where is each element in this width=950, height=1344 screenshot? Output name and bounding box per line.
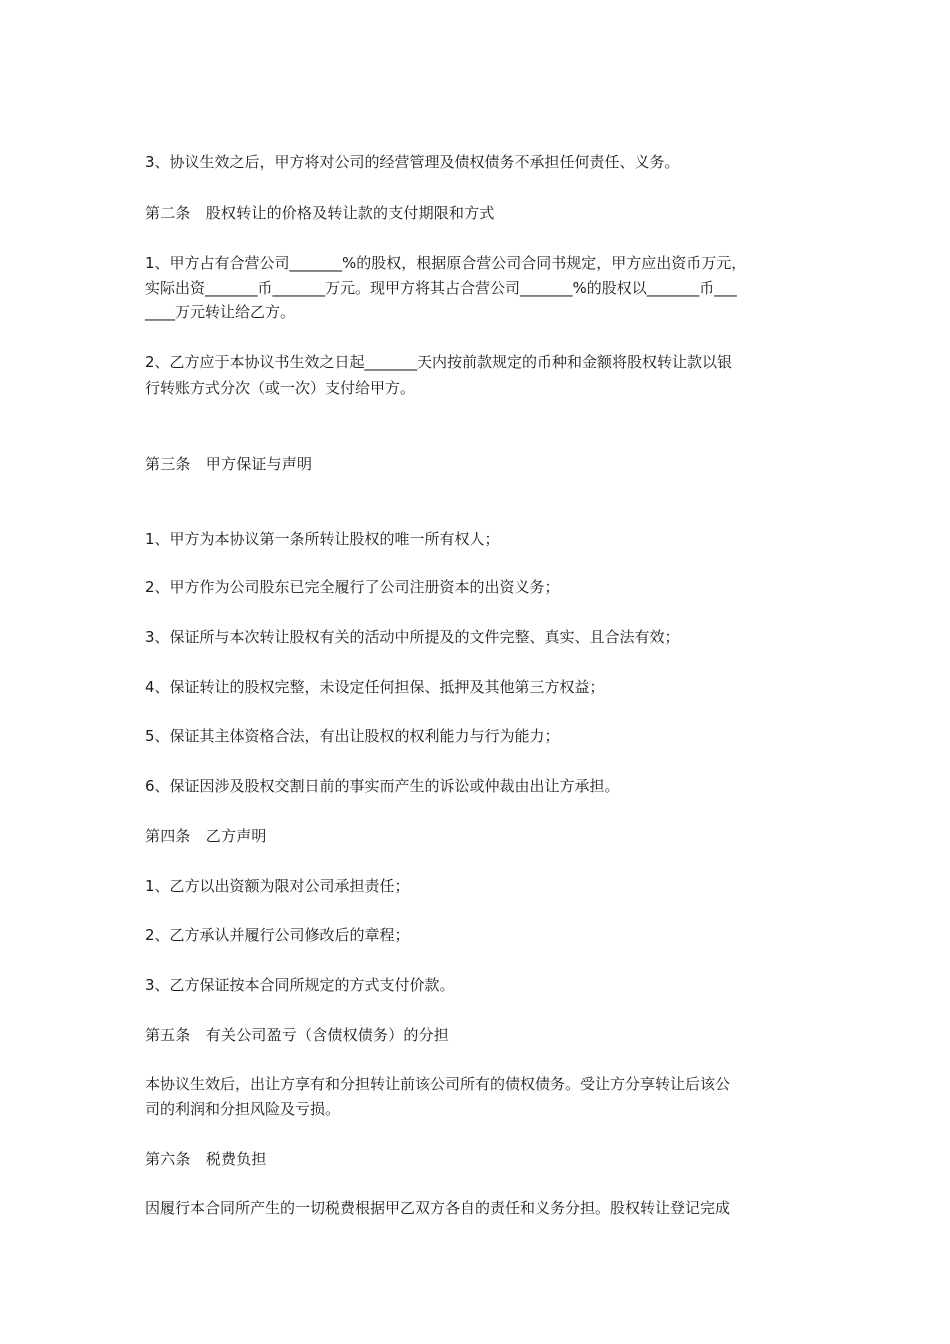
- article-5-body-line-1: 本协议生效后，出让方享有和分担转让前该公司所有的债权债务。受让方分享转让后该公: [145, 1075, 731, 1093]
- article-3-heading: 第三条 甲方保证与声明: [145, 455, 313, 473]
- article-5-heading: 第五条 有关公司盈亏（含债权债务）的分担: [145, 1026, 450, 1044]
- article-3-item-3: 3、保证所与本次转让股权有关的活动中所提及的文件完整、真实、且合法有效；: [145, 628, 680, 646]
- article-4-item-1: 1、乙方以出资额为限对公司承担责任；: [145, 877, 410, 895]
- article-3-item-6: 6、保证因涉及股权交割日前的事实而产生的诉讼或仲裁由出让方承担。: [145, 777, 620, 795]
- article-4-heading: 第四条 乙方声明: [145, 827, 267, 845]
- article-3-item-4: 4、保证转让的股权完整，未设定任何担保、抵押及其他第三方权益；: [145, 678, 605, 696]
- article-4-item-3: 3、乙方保证按本合同所规定的方式支付价款。: [145, 976, 455, 994]
- article-2-item-2-line-1: 2、乙方应于本协议书生效之日起_______天内按前款规定的币种和金额将股权转让款以银: [145, 353, 733, 371]
- clause-1-item-3: 3、协议生效之后，甲方将对公司的经营管理及债权债务不承担任何责任、义务。: [145, 153, 680, 171]
- article-3-item-2: 2、甲方作为公司股东已完全履行了公司注册资本的出资义务；: [145, 578, 560, 596]
- article-2-item-1-line-1: 1、甲方占有合营公司_______%的股权，根据原合营公司合同书规定，甲方应出资币万元，: [145, 254, 747, 272]
- article-5-body-line-2: 司的利润和分担风险及亏损。: [145, 1100, 341, 1118]
- article-3-item-5: 5、保证其主体资格合法，有出让股权的权利能力与行为能力；: [145, 727, 560, 745]
- article-2-item-2-line-2: 行转账方式分次（或一次）支付给甲方。: [145, 379, 416, 397]
- article-3-item-1: 1、甲方为本协议第一条所转让股权的唯一所有权人；: [145, 530, 500, 548]
- article-6-body-line-1: 因履行本合同所产生的一切税费根据甲乙双方各自的责任和义务分担。股权转让登记完成: [145, 1199, 731, 1217]
- article-2-item-1-line-2: 实际出资_______币_______万元。现甲方将其占合营公司_______%的股权以_______币___: [145, 279, 737, 297]
- article-2-heading: 第二条 股权转让的价格及转让款的支付期限和方式: [145, 204, 495, 222]
- article-4-item-2: 2、乙方承认并履行公司修改后的章程；: [145, 926, 410, 944]
- article-2-item-1-line-3: ____万元转让给乙方。: [145, 303, 296, 321]
- article-6-heading: 第六条 税费负担: [145, 1150, 267, 1168]
